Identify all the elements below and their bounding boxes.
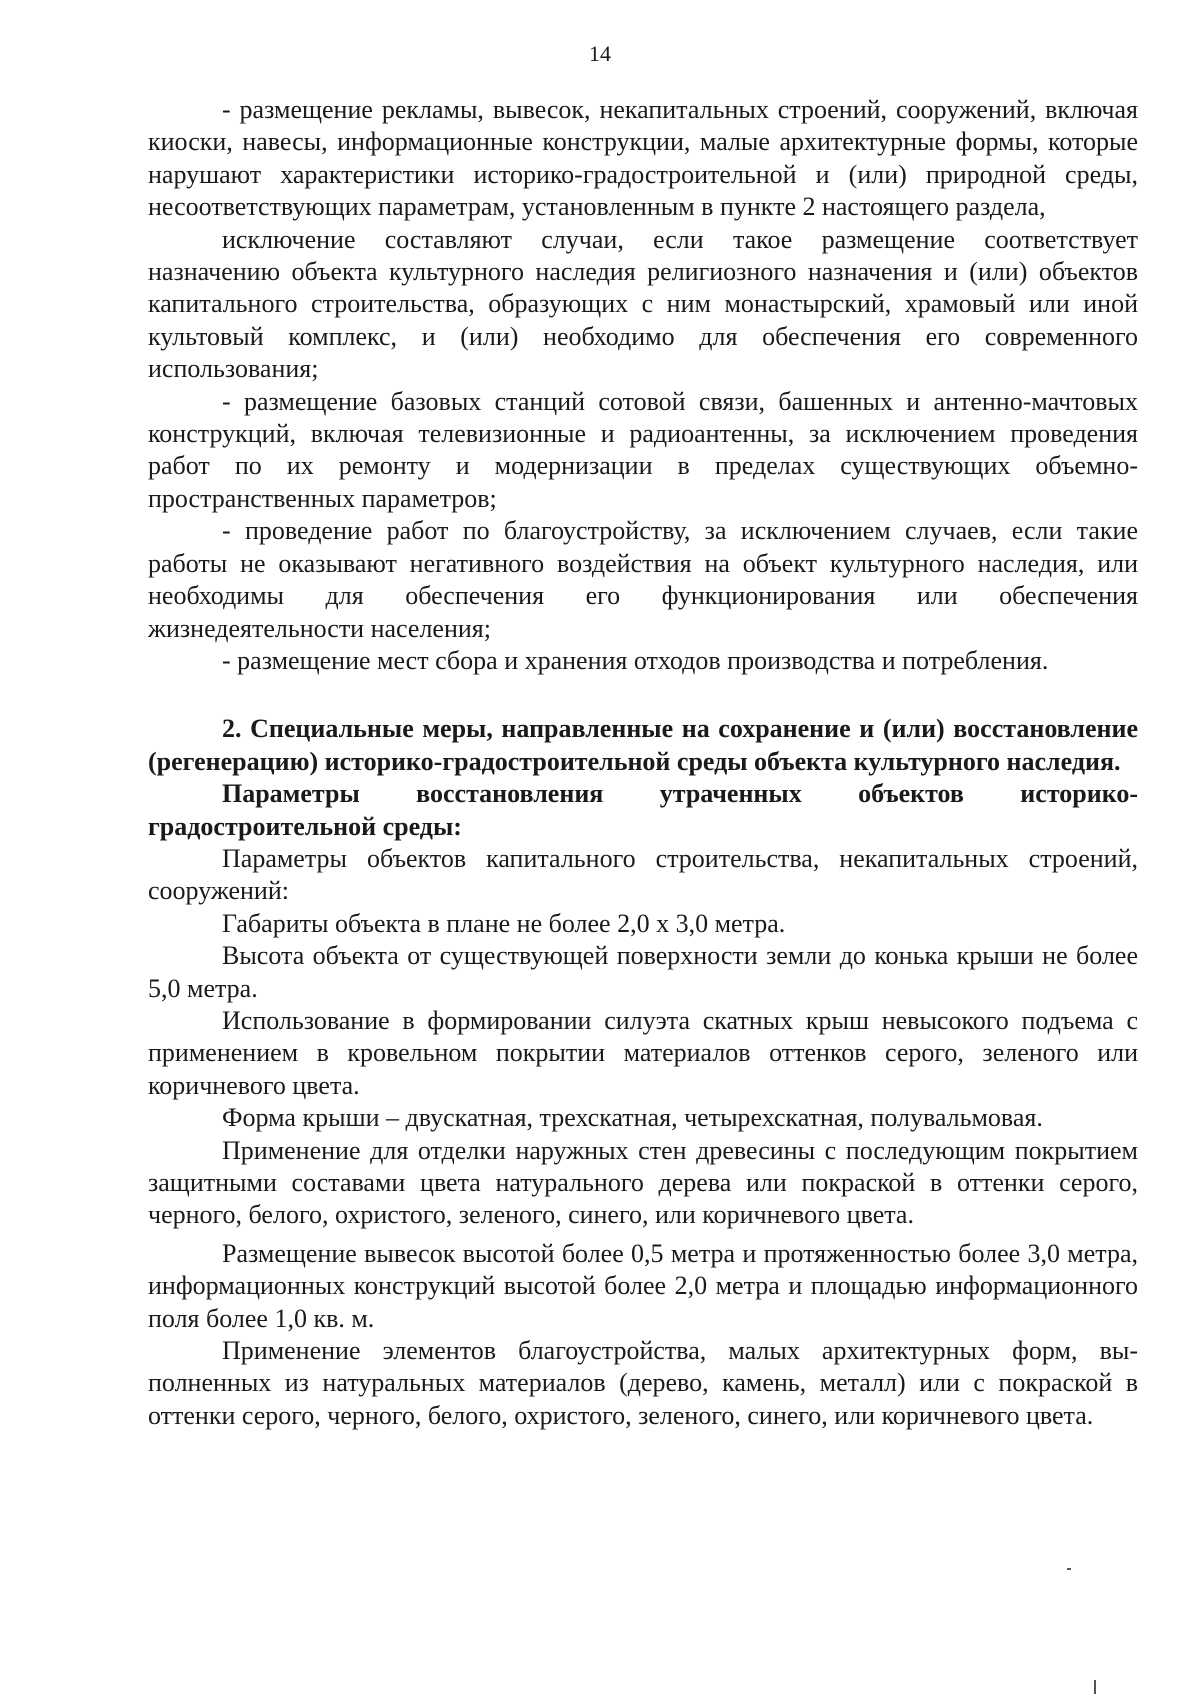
paragraph: - размещение мест сбора и хранения отходов производства и потребления. — [222, 645, 1049, 675]
paragraph: - размещение рекламы, вывесок, некапитальных строений, сооружений, включая киоски, навесы, информационные конструкции, малые архитектурные формы, которые нарушают характеристики историко-градостроительной и (или) природной среды, несоответствующих параметрам, установленным в пункте 2 настоящего раздела, — [148, 95, 1138, 222]
parameter-paragraph: Высота объекта от существующей поверхности земли до конька крыши не более 5,0 метра. — [148, 941, 1138, 1003]
document-body — [148, 94, 1138, 1432]
paragraph: исключение составляют случаи, если такое размещение соответствует назначению объекта культурного наследия религиозного назначения и (или) объектов капитального строительства, образующих с ним монастырский, храмовый или иной культовый комплекс, и (или) необходимо для обеспечения его современного использования; — [148, 224, 1138, 384]
spacer — [148, 677, 1138, 713]
parameter-paragraph: Габариты объекта в плане не более 2,0 х 3,0 метра. — [222, 908, 786, 938]
scan-mark — [1067, 1568, 1071, 1570]
paragraph: - размещение базовых станций сотовой связи, башенных и антенно-мачтовых конструкций, включая телевизионные и радиоантенны, за исключением проведения работ по их ремонту и модернизации в пределах существующих объемно-пространственных параметров; — [148, 386, 1138, 513]
parameter-paragraph: Применение для отделки наружных стен древесины с последующим покрытием защитными составами цвета натурального дерева или покраской в оттенки серого, черного, белого, охристого, зеленого, синего, или коричневого цвета. — [148, 1135, 1138, 1230]
parameter-paragraph: Использование в формировании силуэта скатных крыш невысокого подъема с применением в кровельном покрытии материалов оттенков серого, зеленого или коричневого цвета. — [148, 1005, 1138, 1100]
scan-mark — [1094, 1680, 1096, 1694]
parameter-paragraph: Применение элементов благоустройства, малых архитектурных форм, выполненных из натуральных материалов (дерево, камень, металл) или с покраской в оттенки серого, черного, белого, охристого, зеленого, синего, или коричневого цвета. — [148, 1336, 1138, 1430]
parameter-paragraph: Параметры объектов капитального строительства, некапитальных строений, сооружений: — [148, 843, 1138, 906]
section-heading: 2. Специальные меры, направленные на сохранение и (или) восстановление (регенерацию) историко-градостроительной среды объекта культурного наследия. — [148, 714, 1138, 776]
subheading: Параметры восстановления утраченных объектов историко-градостроительной среды: — [148, 779, 1138, 841]
parameter-paragraph: Форма крыши – двускатная, трехскатная, четырехскатная, полувальмовая. — [222, 1103, 1043, 1133]
parameter-paragraph: Размещение вывесок высотой более 0,5 метра и протяженностью более 3,0 метра, информационных конструкций высотой более 2,0 метра и площадью информационного поля более 1,0 кв. м. — [148, 1238, 1138, 1333]
page-number: 14 — [589, 41, 611, 66]
paragraph: - проведение работ по благоустройству, за исключением случаев, если такие работы не оказывают негативного воздействия на объект культурного наследия, или необходимы для обеспечения его функционирования или обеспечения жизнедеятельности населения; — [148, 516, 1138, 643]
